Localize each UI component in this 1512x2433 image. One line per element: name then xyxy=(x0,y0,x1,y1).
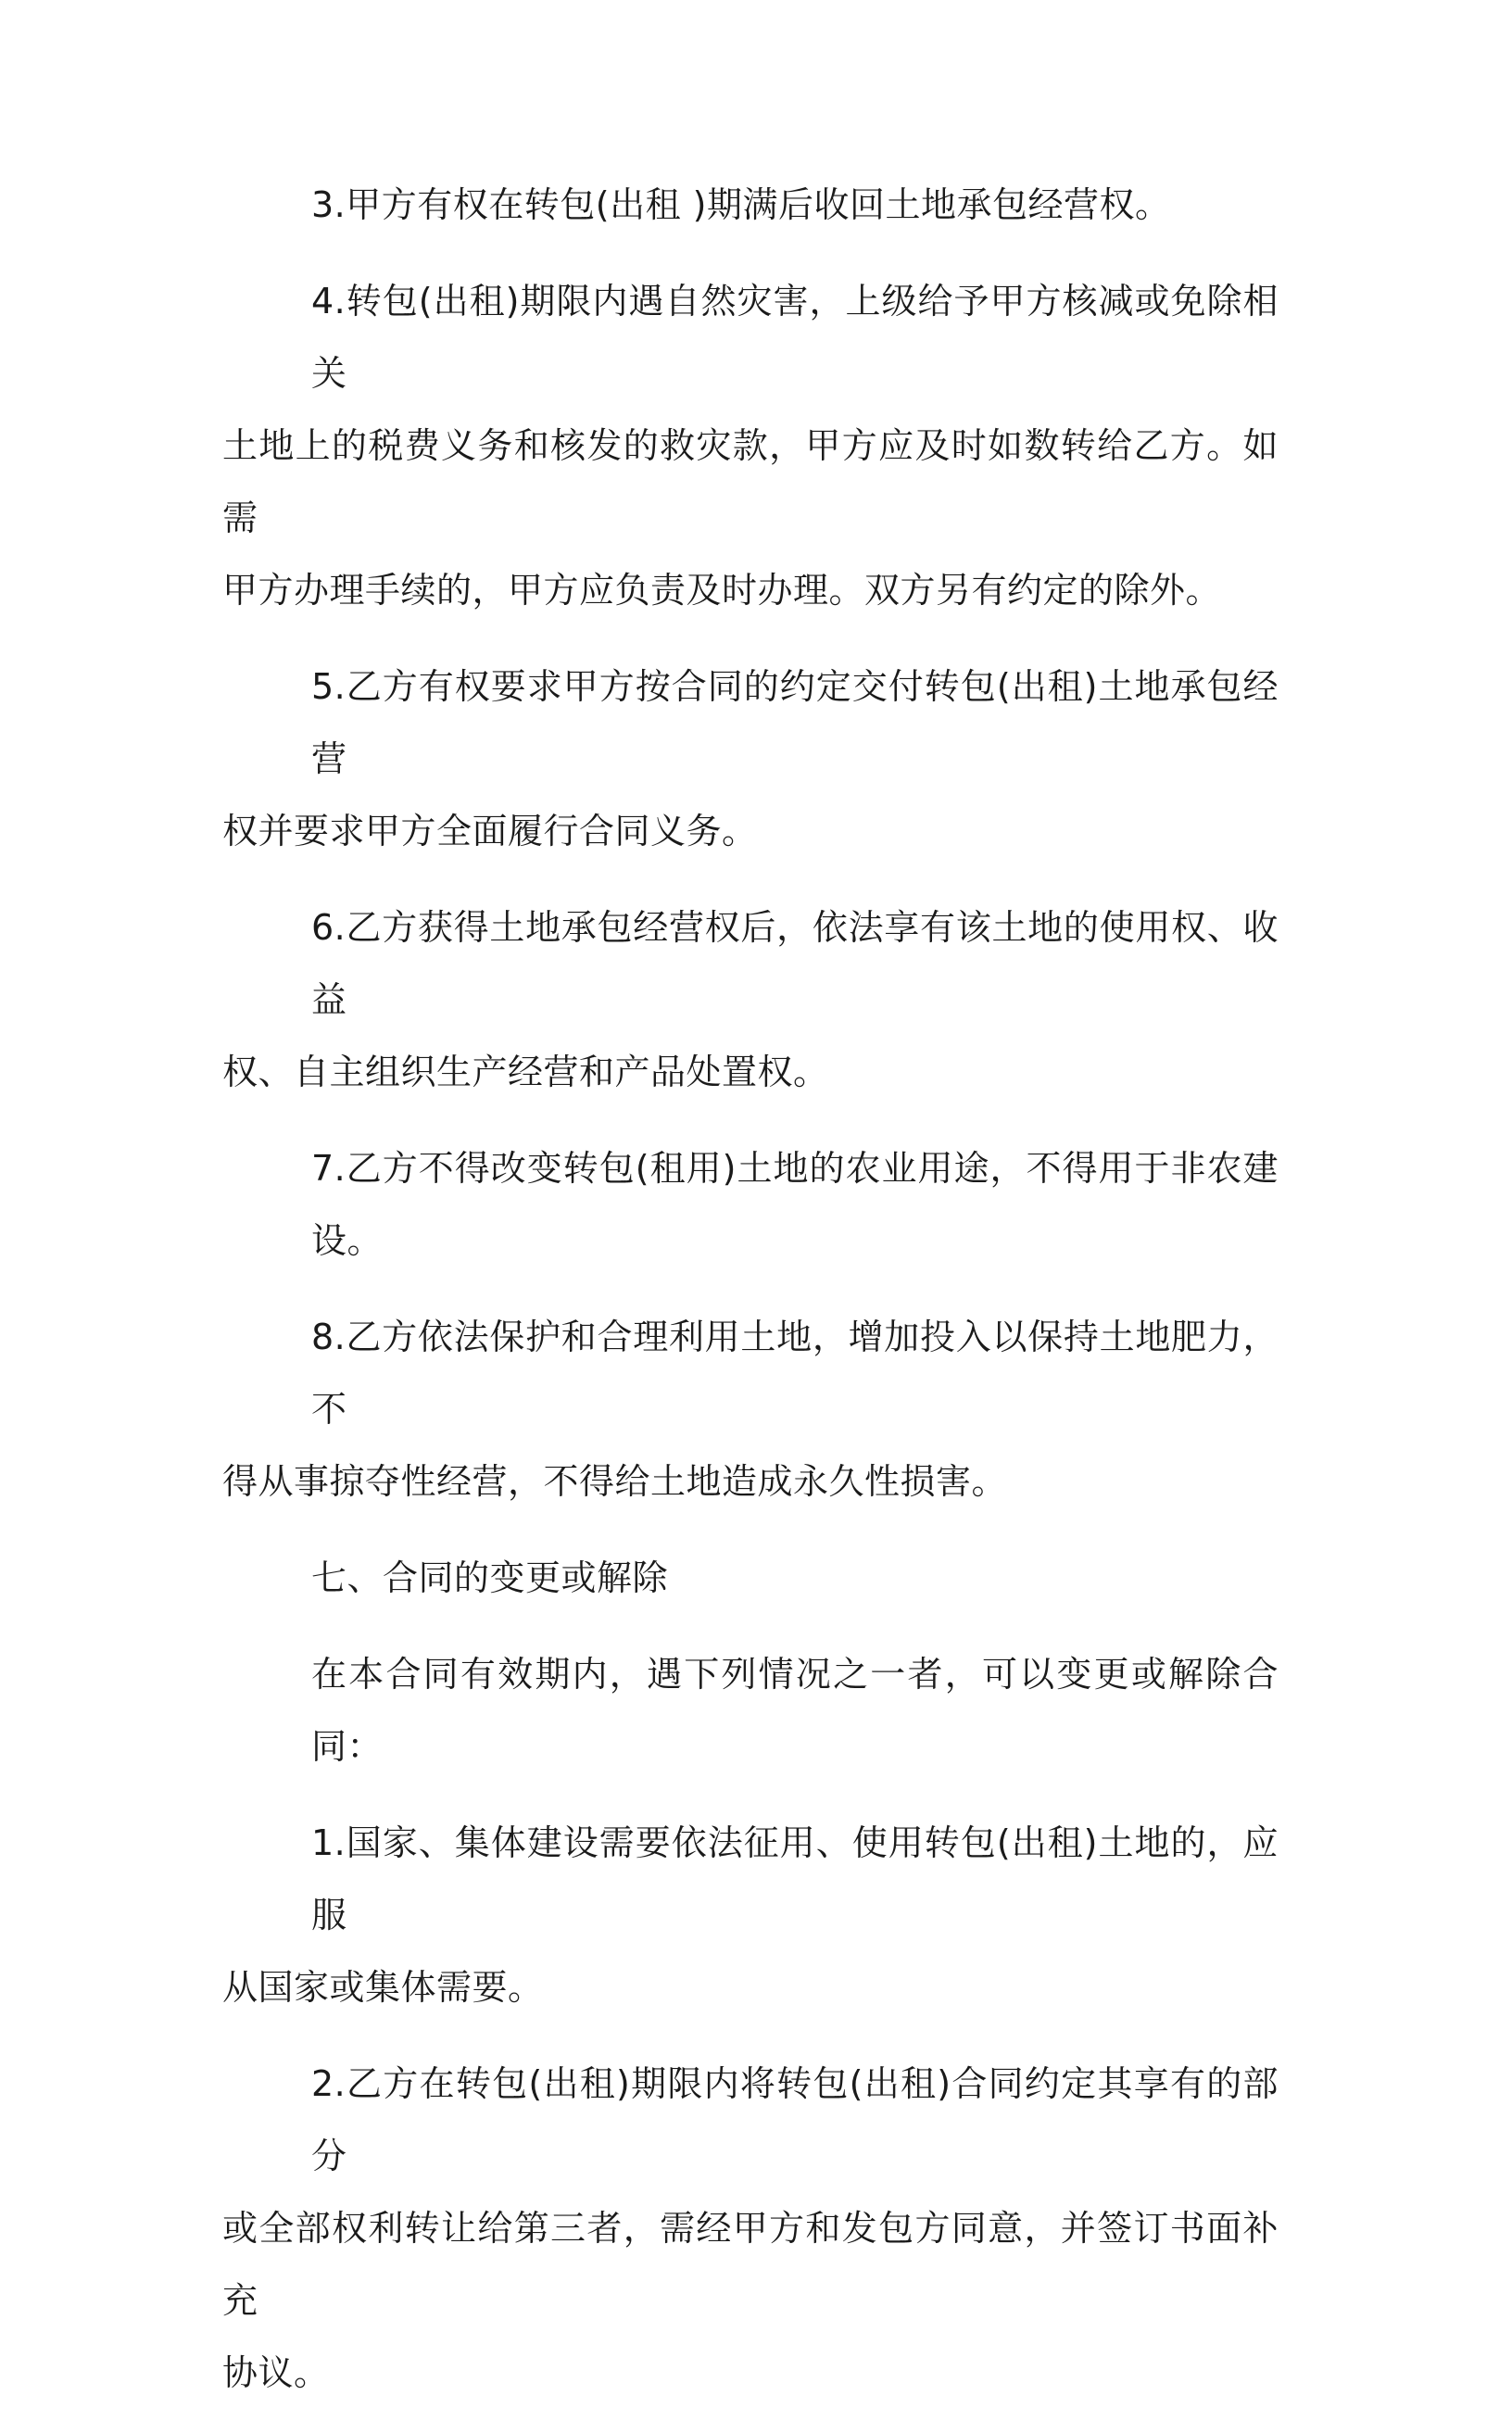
text-line: 得从事掠夺性经营，不得给土地造成永久性损害。 xyxy=(222,1461,1008,1502)
text-line: 5.乙方有权要求甲方按合同的约定交付转包(出租)土地承包经营 xyxy=(311,666,1279,779)
section-title: 七、合同的变更或解除 xyxy=(311,1557,669,1598)
text-line: 或全部权利转让给第三者，需经甲方和发包方同意，并签订书面补充 xyxy=(222,2208,1279,2321)
clause-6 xyxy=(222,891,1279,1108)
text-line: 7.乙方不得改变转包(租用)土地的农业用途，不得用于非农建设。 xyxy=(311,1148,1279,1261)
document-page xyxy=(222,169,1279,2433)
change-clause-1 xyxy=(222,1807,1279,2023)
text-line: 4.转包(出租)期限内遇自然灾害，上级给予甲方核减或免除相关 xyxy=(311,281,1279,394)
change-clause-2 xyxy=(222,2048,1279,2409)
clause-7 xyxy=(222,1132,1279,1277)
clause-5 xyxy=(222,650,1279,867)
text-line: 权、自主组织生产经营和产品处置权。 xyxy=(222,1052,829,1092)
text-line: 2.乙方在转包(出租)期限内将转包(出租)合同约定其享有的部分 xyxy=(311,2063,1279,2176)
text-line: 土地上的税费义务和核发的救灾款，甲方应及时如数转给乙方。如需 xyxy=(222,425,1279,538)
section-intro xyxy=(222,1638,1279,1783)
section-heading xyxy=(222,1542,1279,1614)
clause-8 xyxy=(222,1301,1279,1518)
clause-4 xyxy=(222,265,1279,626)
text-line: 1.国家、集体建设需要依法征用、使用转包(出租)土地的，应服 xyxy=(311,1822,1279,1935)
text-line: 甲方办理手续的，甲方应负责及时办理。双方另有约定的除外。 xyxy=(222,570,1222,611)
text-line: 协议。 xyxy=(222,2352,330,2393)
text-line: 8.乙方依法保护和合理利用土地，增加投入以保持土地肥力，不 xyxy=(311,1317,1279,1430)
clause-3 xyxy=(222,169,1279,241)
text-line: 权并要求甲方全面履行合同义务。 xyxy=(222,811,758,851)
text-line: 在本合同有效期内，遇下列情况之一者，可以变更或解除合同： xyxy=(311,1654,1279,1767)
text-line: 从国家或集体需要。 xyxy=(222,1967,544,2008)
text-line: 3.甲方有权在转包(出租 )期满后收回土地承包经营权。 xyxy=(311,184,1171,225)
text-line: 6.乙方获得土地承包经营权后，依法享有该土地的使用权、收益 xyxy=(311,907,1279,1020)
